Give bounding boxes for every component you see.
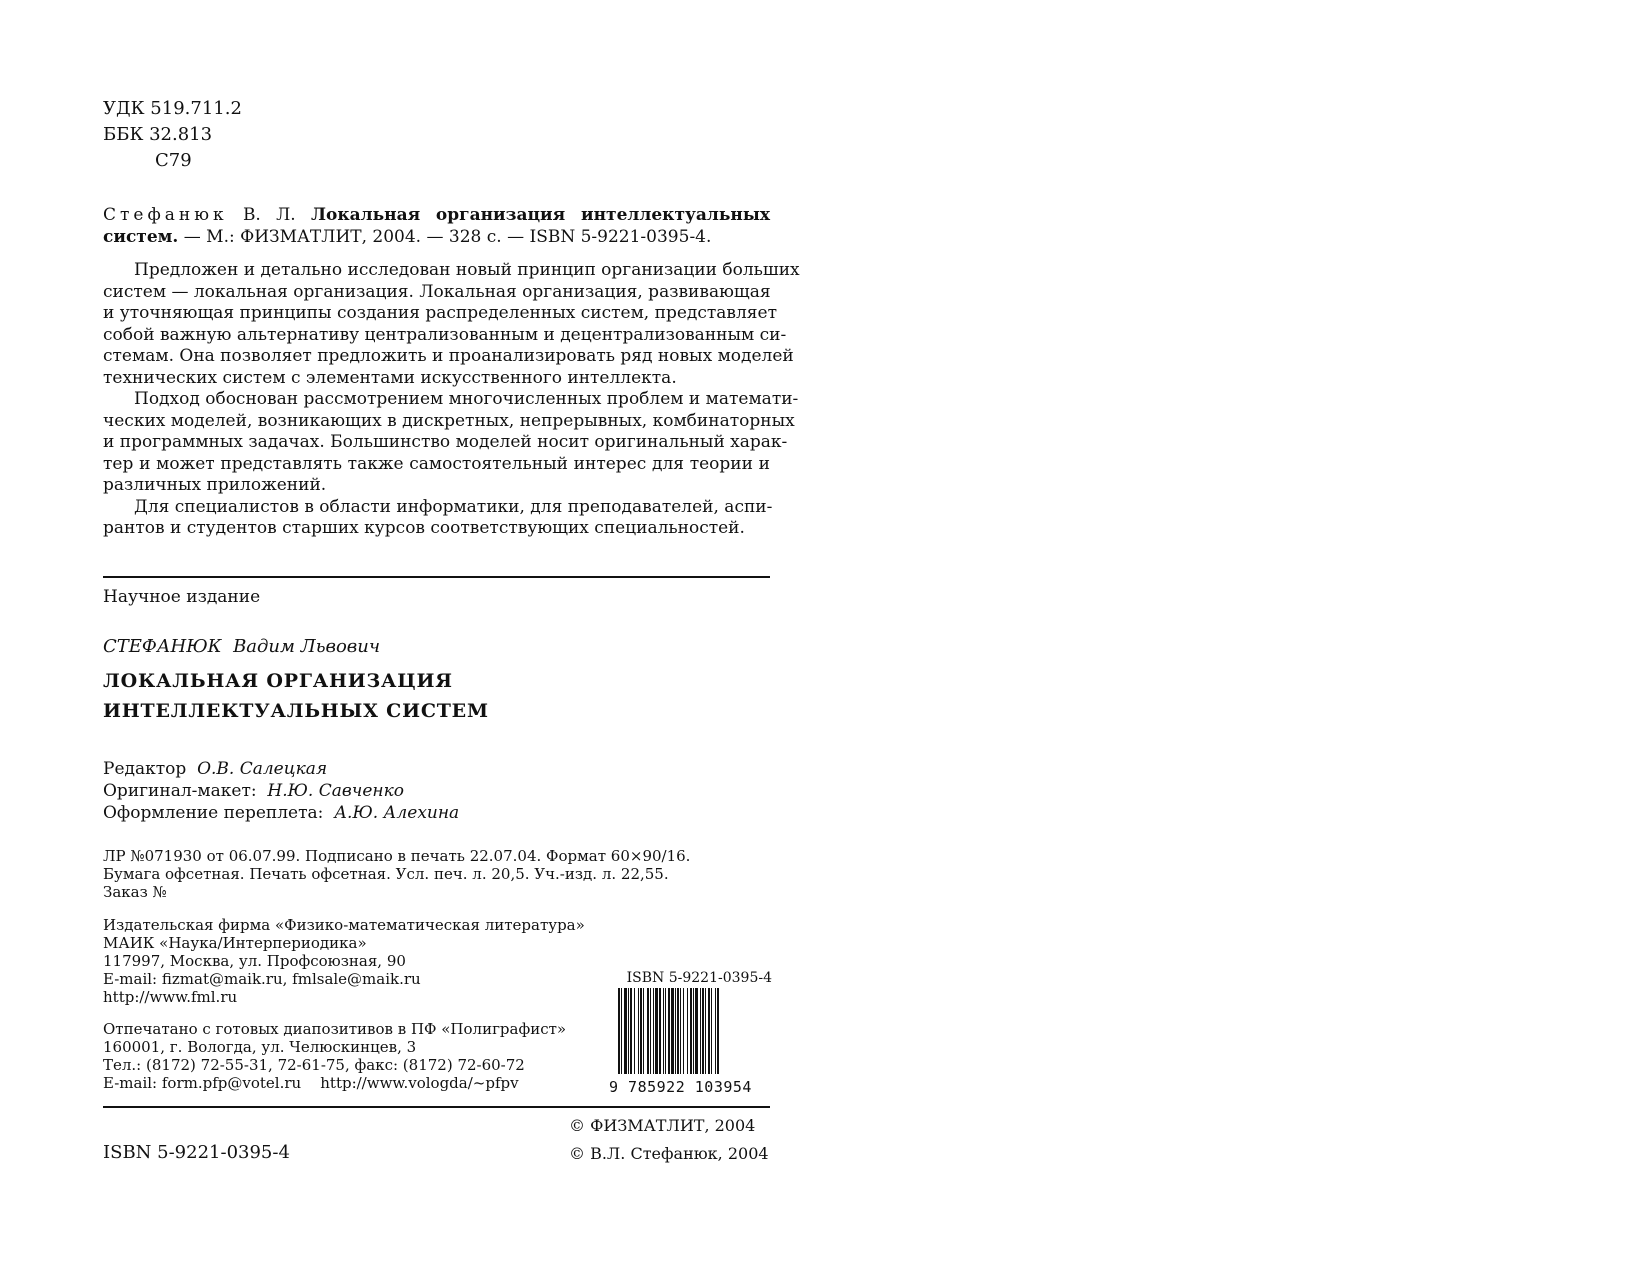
abstract-line: различных приложений.	[103, 475, 327, 495]
barcode-bar	[675, 988, 676, 1074]
barcode-bar	[711, 988, 712, 1074]
author-mark: С79	[155, 150, 192, 171]
credit-layout	[103, 781, 404, 803]
abstract-line: Для специалистов в области информатики, для преподавателей, аспи-	[134, 496, 773, 517]
barcode-bar	[683, 988, 684, 1074]
abstract-line: собой важную альтернативу централизованным и децентрализованным си-	[103, 324, 787, 345]
credit-editor	[103, 759, 327, 781]
edition-title-line1: ЛОКАЛЬНАЯ ОРГАНИЗАЦИЯ	[103, 670, 453, 692]
credit-name: Н.Ю. Савченко	[267, 781, 404, 801]
footer-divider	[103, 1106, 770, 1108]
barcode-bar	[638, 988, 639, 1074]
publisher-line: E-mail: fizmat@maik.ru, fmlsale@maik.ru	[103, 970, 421, 988]
citation-title-part1: Локальная организация интеллектуальных	[310, 205, 771, 225]
barcode-bar	[690, 988, 692, 1074]
edition-author-name: Вадим Львович	[233, 636, 381, 657]
barcode-bar	[630, 988, 632, 1074]
barcode-bar	[702, 988, 704, 1074]
barcode-bar	[624, 988, 627, 1074]
barcode-bars	[618, 988, 719, 1074]
abstract-line: Предложен и детально исследован новый принцип организации больших	[134, 260, 800, 280]
abstract-line: и уточняющая принципы создания распределенных систем, представляет	[103, 303, 777, 323]
printer-line: Тел.: (8172) 72-55-31, 72-61-75, факс: (8172) 72-60-72	[103, 1056, 525, 1074]
credit-cover	[103, 803, 459, 825]
print-info	[103, 847, 690, 901]
printer-line: 160001, г. Вологда, ул. Челюскинцев, 3	[103, 1038, 417, 1056]
credit-role: Оригинал-макет:	[103, 781, 257, 801]
print-info-line: Заказ №	[103, 883, 167, 901]
citation	[103, 205, 770, 248]
barcode-bar	[618, 988, 620, 1074]
barcode-bar	[677, 988, 679, 1074]
section-divider	[103, 576, 770, 578]
barcode-bar	[705, 988, 706, 1074]
footer-isbn: ISBN 5-9221-0395-4	[103, 1142, 290, 1163]
printer-line: E-mail: form.pfp@votel.ru http://www.vologda/~pfpv	[103, 1074, 519, 1092]
copyright-author: © В.Л. Стефанюк, 2004	[569, 1144, 769, 1163]
credit-role: Оформление переплета:	[103, 803, 324, 823]
barcode-bar	[693, 988, 694, 1074]
barcode-bar	[715, 988, 716, 1074]
barcode-bar	[640, 988, 642, 1074]
barcode-isbn: ISBN 5-9221-0395-4	[626, 970, 772, 986]
barcode-bar	[695, 988, 698, 1074]
barcode-bar	[655, 988, 658, 1074]
barcode-bar	[647, 988, 649, 1074]
abstract-line: систем — локальная организация. Локальная организация, развивающая	[103, 281, 771, 302]
publisher-line: Издательская фирма «Физико-математическая литература»	[103, 916, 585, 934]
publisher-line: http://www.fml.ru	[103, 988, 238, 1006]
barcode-bar	[687, 988, 688, 1074]
barcode-bar	[717, 988, 719, 1074]
barcode-bar	[665, 988, 666, 1074]
edition-author-surname: СТЕФАНЮК	[103, 636, 222, 657]
barcode-bar	[663, 988, 664, 1074]
barcode-bar	[700, 988, 701, 1074]
credit-role: Редактор	[103, 759, 187, 779]
abstract-line: Подход обоснован рассмотрением многочисленных проблем и математи-	[134, 389, 799, 409]
printer-line: Отпечатано с готовых диапозитивов в ПФ «Полиграфист»	[103, 1020, 567, 1038]
barcode-bar	[708, 988, 710, 1074]
citation-author: Стефанюк	[103, 205, 228, 225]
copyright-publisher: © ФИЗМАТЛИТ, 2004	[569, 1116, 756, 1135]
citation-title-part2: систем.	[103, 226, 179, 247]
barcode-bar	[680, 988, 681, 1074]
abstract-line: рантов и студентов старших курсов соответствующих специальностей.	[103, 518, 745, 538]
barcode-bar	[659, 988, 661, 1074]
barcode-bar	[671, 988, 674, 1074]
abstract	[103, 260, 800, 540]
print-info-line: Бумага офсетная. Печать офсетная. Усл. печ. л. 20,5. Уч.-изд. л. 22,55.	[103, 865, 669, 883]
edition-author	[103, 636, 380, 657]
barcode-bar	[668, 988, 670, 1074]
publisher-line: 117997, Москва, ул. Профсоюзная, 90	[103, 952, 406, 970]
credit-name: О.В. Салецкая	[197, 759, 328, 779]
barcode-bar	[643, 988, 644, 1074]
citation-initials: В. Л.	[242, 205, 296, 225]
publisher-info	[103, 916, 585, 1006]
edition-type: Научное издание	[103, 587, 261, 607]
barcode-bar	[628, 988, 629, 1074]
barcode-digits: 9 785922 103954	[609, 1078, 752, 1096]
credit-name: А.Ю. Алехина	[334, 803, 460, 823]
barcode-bar	[650, 988, 651, 1074]
bbk-code: ББК 32.813	[103, 124, 213, 145]
printer-info	[103, 1020, 566, 1092]
edition-title-line2: ИНТЕЛЛЕКТУАЛЬНЫХ СИСТЕМ	[103, 700, 489, 722]
barcode-graphic	[618, 988, 770, 1074]
abstract-line: тер и может представлять также самостоятельный интерес для теории и	[103, 453, 770, 474]
citation-imprint: — М.: ФИЗМАТЛИТ, 2004. — 328 с. — ISBN 5-9221-0395-4.	[183, 226, 712, 247]
abstract-line: технических систем с элементами искусственного интеллекта.	[103, 367, 677, 388]
abstract-line: стемам. Она позволяет предложить и проанализировать ряд новых моделей	[103, 346, 794, 366]
publisher-line: МАИК «Наука/Интерпериодика»	[103, 934, 367, 952]
barcode-bar	[634, 988, 635, 1074]
barcode-bar	[621, 988, 622, 1074]
udk-code: УДК 519.711.2	[103, 98, 242, 119]
print-info-line: ЛР №071930 от 06.07.99. Подписано в печать 22.07.04. Формат 60×90/16.	[103, 847, 691, 865]
abstract-line: ческих моделей, возникающих в дискретных, непрерывных, комбинаторных	[103, 410, 795, 431]
barcode-bar	[653, 988, 654, 1074]
abstract-line: и программных задачах. Большинство моделей носит оригинальный харак-	[103, 432, 788, 452]
